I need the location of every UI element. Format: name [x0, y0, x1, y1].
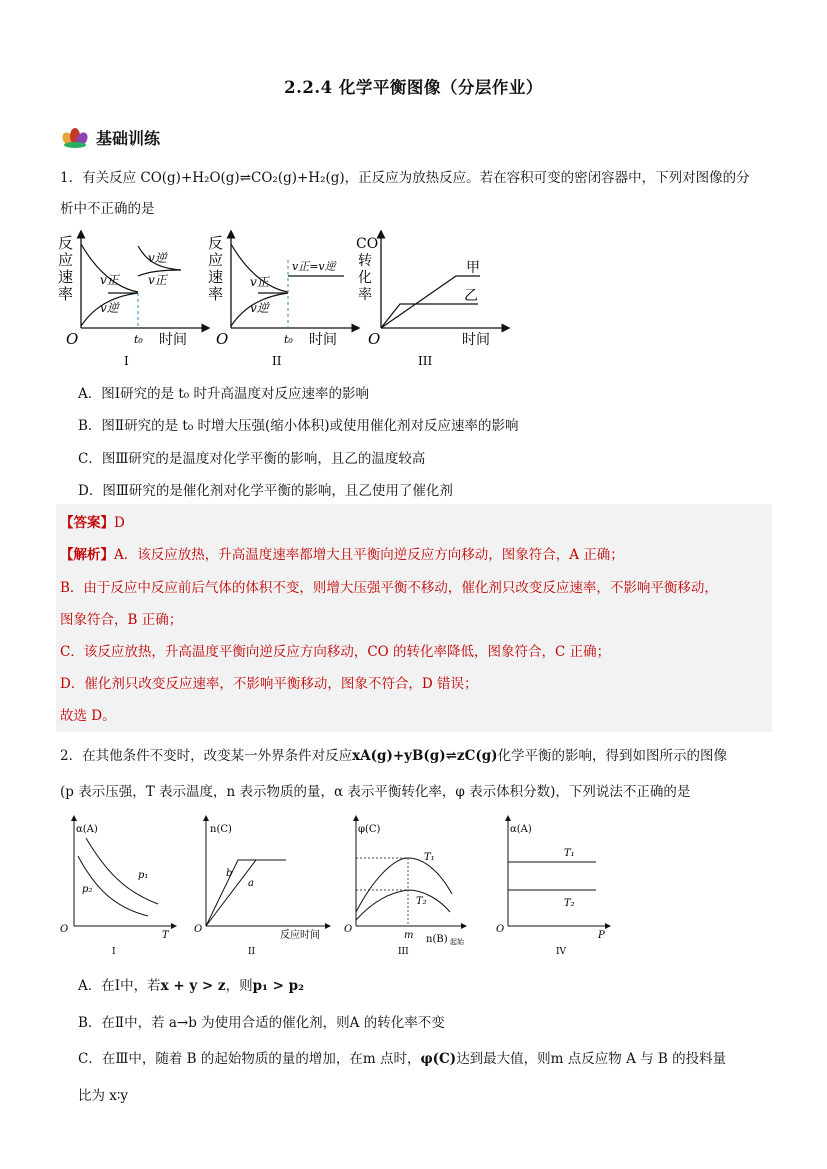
- answer-tag: 【答案】: [60, 515, 114, 531]
- q2-option-a: A．在Ⅰ中，若x + y > z，则p₁ > p₂: [78, 978, 304, 994]
- svg-text:v正: v正: [100, 273, 119, 287]
- svg-text:α(A): α(A): [510, 824, 532, 835]
- q1-analysis-line6: 故选 D。: [60, 708, 116, 724]
- svg-text:III: III: [418, 354, 433, 368]
- svg-text:O: O: [344, 924, 353, 935]
- svg-text:应: 应: [208, 251, 224, 269]
- q1-analysis-line5: D．催化剂只改变反应速率，不影响平衡移动，图象不符合，D 错误；: [60, 676, 478, 692]
- svg-text:t₀: t₀: [284, 333, 293, 346]
- section-title: 基础训练: [96, 129, 161, 148]
- svg-text:T₁: T₁: [424, 852, 435, 863]
- svg-text:b: b: [226, 868, 233, 879]
- answer-value: D: [114, 515, 125, 531]
- svg-text:速: 速: [208, 268, 224, 286]
- svg-text:II: II: [248, 947, 256, 957]
- q2-stem-line1: 2．在其他条件不变时，改变某一外界条件对反应xA(g)+yB(g)⇌zC(g)化学平衡的影响，得到如图所示的图像: [60, 748, 728, 764]
- svg-text:p₁: p₁: [138, 870, 149, 881]
- svg-text:O: O: [66, 330, 79, 348]
- svg-text:O: O: [368, 330, 381, 348]
- svg-text:时间: 时间: [159, 332, 187, 348]
- svg-text:v正=v逆: v正=v逆: [292, 260, 336, 273]
- page-title: 2.2.4 化学平衡图像（分层作业）: [284, 78, 543, 97]
- svg-text:O: O: [60, 924, 69, 935]
- q2-figure-4: [496, 818, 608, 957]
- svg-text:乙: 乙: [464, 288, 478, 304]
- q1-stem-line2: 析中不正确的是: [60, 201, 155, 217]
- svg-text:p₂: p₂: [82, 884, 93, 895]
- svg-text:速: 速: [58, 268, 74, 286]
- q2-option-c: C．在Ⅲ中，随着 B 的起始物质的量的增加，在m 点时，φ(C)达到最大值，则m 点反应物 A 与 B 的投料量: [78, 1051, 727, 1067]
- q1-figures: [56, 230, 516, 370]
- q1-figure-2: [208, 234, 356, 368]
- svg-text:I: I: [124, 354, 129, 368]
- svg-text:T₁: T₁: [564, 848, 575, 859]
- q1-option-d: D．图Ⅲ研究的是催化剂对化学平衡的影响，且乙使用了催化剂: [78, 483, 453, 499]
- analysis-tag: 【解析】: [60, 547, 114, 563]
- svg-text:IV: IV: [556, 947, 567, 957]
- svg-text:α(A): α(A): [76, 824, 98, 835]
- svg-text:T: T: [162, 930, 169, 941]
- svg-text:O: O: [496, 924, 505, 935]
- svg-text:化: 化: [358, 270, 372, 286]
- svg-text:转: 转: [358, 253, 372, 269]
- q1-analysis-line2: B．由于反应中反应前后气体的体积不变，则增大压强平衡不移动，催化剂只改变反应速率，不影响平衡移动，: [60, 580, 718, 596]
- svg-text:反: 反: [208, 234, 224, 252]
- svg-text:O: O: [216, 330, 229, 348]
- q2-figure-3: [344, 818, 465, 957]
- q1-analysis-line3: 图象符合，B 正确；: [60, 612, 183, 628]
- q1-analysis-line4: C．该反应放热，升高温度平衡向逆反应方向移动，CO 的转化率降低，图象符合，C 正确；: [60, 644, 611, 660]
- q1-analysis-line1: 【解析】A．该反应放热，升高温度速率都增大且平衡向逆反应方向移动，图象符合，A 正确；: [60, 547, 624, 563]
- q2-option-c-line2: 比为 x∶y: [78, 1088, 129, 1104]
- svg-text:n(C): n(C): [210, 824, 232, 835]
- q2-figures: [56, 812, 616, 960]
- q2-stem-line2: (p 表示压强，T 表示温度，n 表示物质的量，α 表示平衡转化率，φ 表示体积分数)，下列说法不正确的是: [60, 784, 691, 800]
- q1-figure-3: [356, 234, 506, 368]
- q1-figure-1: [58, 234, 206, 368]
- svg-text:O: O: [194, 924, 203, 935]
- svg-text:应: 应: [58, 251, 74, 269]
- svg-text:时间: 时间: [462, 332, 490, 348]
- svg-text:CO: CO: [356, 236, 379, 252]
- q1-stem-line1: 1．有关反应 CO(g)+H₂O(g)⇌CO₂(g)+H₂(g)，正反应为放热反应。若在容积可变的密闭容器中，下列对图像的分: [60, 170, 750, 186]
- svg-text:v逆: v逆: [148, 251, 167, 265]
- q1-option-c: C．图Ⅲ研究的是温度对化学平衡的影响，且乙的温度较高: [78, 451, 426, 467]
- svg-text:t₀: t₀: [134, 333, 143, 346]
- svg-text:起始: 起始: [450, 938, 464, 946]
- q2-figure-2: [194, 818, 328, 957]
- svg-text:甲: 甲: [466, 260, 480, 276]
- svg-text:m: m: [404, 930, 414, 941]
- svg-text:II: II: [272, 354, 282, 368]
- q2-reaction: xA(g)+yB(g)⇌zC(g): [352, 748, 498, 764]
- svg-text:III: III: [398, 947, 409, 957]
- svg-text:T₂: T₂: [416, 896, 427, 907]
- svg-text:v逆: v逆: [100, 301, 119, 315]
- svg-text:P: P: [598, 930, 605, 941]
- svg-text:T₂: T₂: [564, 898, 575, 909]
- q1-answer: [60, 512, 772, 534]
- svg-text:I: I: [112, 947, 116, 957]
- q1-option-b: B．图Ⅱ研究的是 t₀ 时增大压强(缩小体积)或使用催化剂对反应速率的影响: [78, 418, 519, 434]
- svg-text:v逆: v逆: [250, 301, 269, 315]
- flower-icon: [60, 127, 90, 149]
- svg-text:反: 反: [58, 234, 74, 252]
- svg-text:时间: 时间: [309, 332, 337, 348]
- q2-figure-1: [60, 818, 174, 957]
- svg-text:v正: v正: [148, 273, 167, 287]
- svg-text:率: 率: [58, 285, 74, 303]
- svg-text:反应时间: 反应时间: [280, 930, 320, 941]
- svg-text:a: a: [248, 878, 254, 889]
- svg-text:v正: v正: [250, 275, 269, 289]
- svg-text:φ(C): φ(C): [358, 824, 381, 835]
- svg-text:率: 率: [208, 285, 224, 303]
- svg-text:率: 率: [358, 287, 372, 303]
- section-header: [60, 126, 160, 149]
- svg-text:n(B): n(B): [426, 934, 448, 945]
- q2-option-b: B．在Ⅱ中，若 a→b 为使用合适的催化剂，则A 的转化率不变: [78, 1015, 445, 1031]
- q1-option-a: A．图Ⅰ研究的是 t₀ 时升高温度对反应速率的影响: [78, 386, 370, 402]
